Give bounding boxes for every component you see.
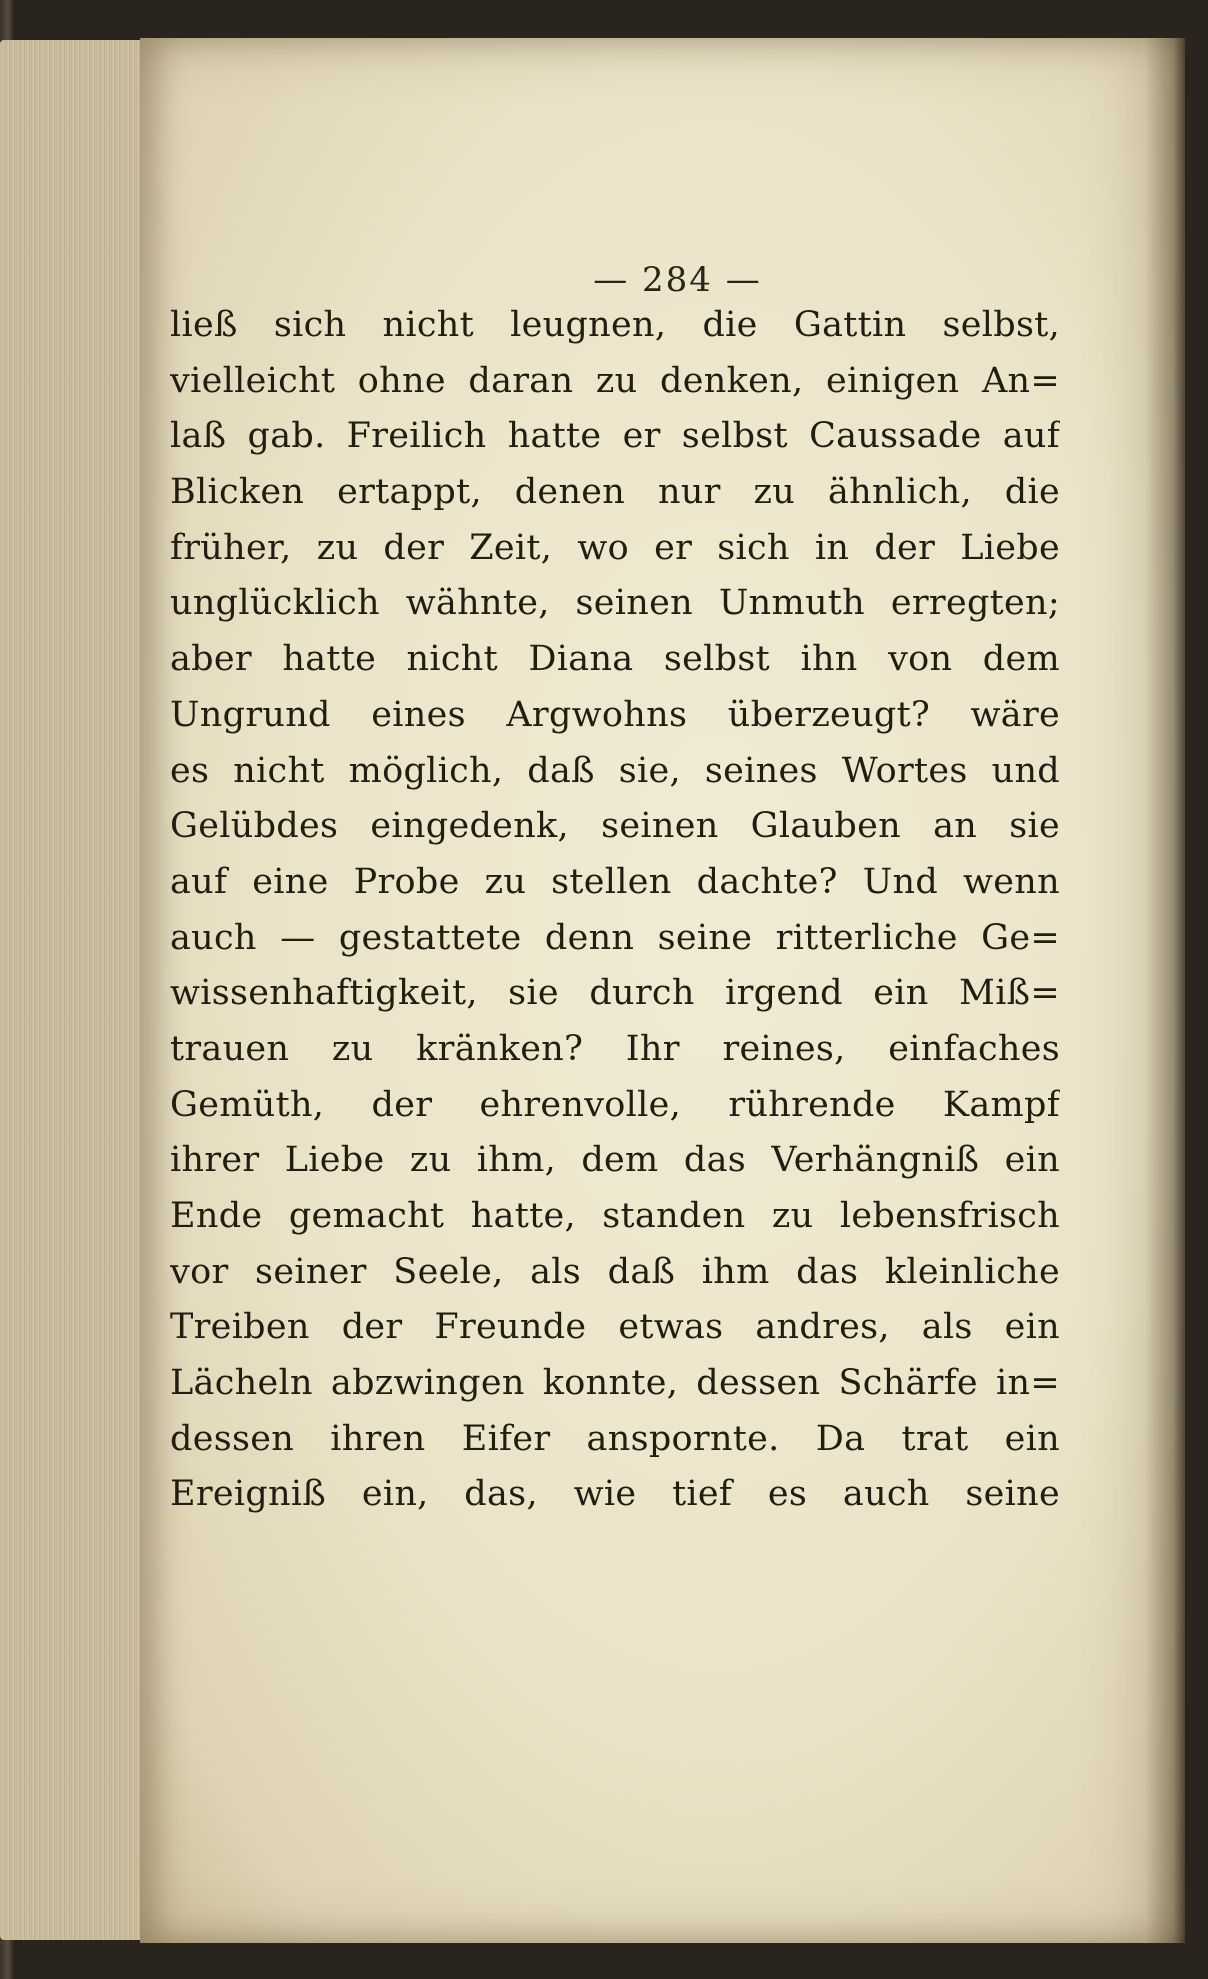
text-line: Gemüth, der ehrenvolle, rührende Kampf (170, 1084, 1060, 1125)
text-line: vielleicht ohne daran zu denken, einigen An= (170, 360, 1060, 401)
text-line: auch — gestattete denn seine ritterliche Ge= (170, 917, 1060, 958)
text-line: unglücklich wähnte, seinen Unmuth erregten; (170, 583, 1060, 624)
text-line: Lächeln abzwingen konnte, dessen Schärfe in= (170, 1363, 1060, 1404)
text-line: trauen zu kränken? Ihr reines, einfaches (170, 1028, 1060, 1069)
page-number: — 284 — (593, 260, 762, 300)
text-line: wissenhaftigkeit, sie durch irgend ein Miß= (170, 973, 1060, 1014)
text-line: Ende gemacht hatte, standen zu lebensfrisch (170, 1196, 1060, 1236)
text-line: früher, zu der Zeit, wo er sich in der Liebe (170, 527, 1060, 568)
text-line: Treiben der Freunde etwas andres, als ein (170, 1307, 1060, 1348)
text-line: vor seiner Seele, als daß ihm das kleinliche (170, 1251, 1060, 1292)
text-line: Blicken ertappt, denen nur zu ähnlich, die (170, 472, 1060, 513)
text-line: auf eine Probe zu stellen dachte? Und wenn (170, 861, 1060, 902)
text-line: es nicht möglich, daß sie, seines Wortes und (170, 750, 1060, 791)
text-line: ließ sich nicht leugnen, die Gattin selbst, (170, 305, 1060, 345)
text-line: ihrer Liebe zu ihm, dem das Verhängniß ein (170, 1140, 1060, 1181)
page-gutter-shadow (1145, 38, 1185, 1943)
text-line: aber hatte nicht Diana selbst ihn von dem (170, 639, 1060, 680)
text-line: laß gab. Freilich hatte er selbst Caussade auf (170, 416, 1060, 457)
body-text (170, 298, 1060, 1523)
text-line: dessen ihren Eifer anspornte. Da trat ein (170, 1418, 1060, 1459)
text-line: Ereigniß ein, das, wie tief es auch seine (170, 1474, 1060, 1515)
text-line: Ungrund eines Argwohns überzeugt? wäre (170, 694, 1060, 735)
book-page-edges (0, 40, 150, 1940)
text-line: Gelübdes eingedenk, seinen Glauben an sie (170, 806, 1060, 847)
